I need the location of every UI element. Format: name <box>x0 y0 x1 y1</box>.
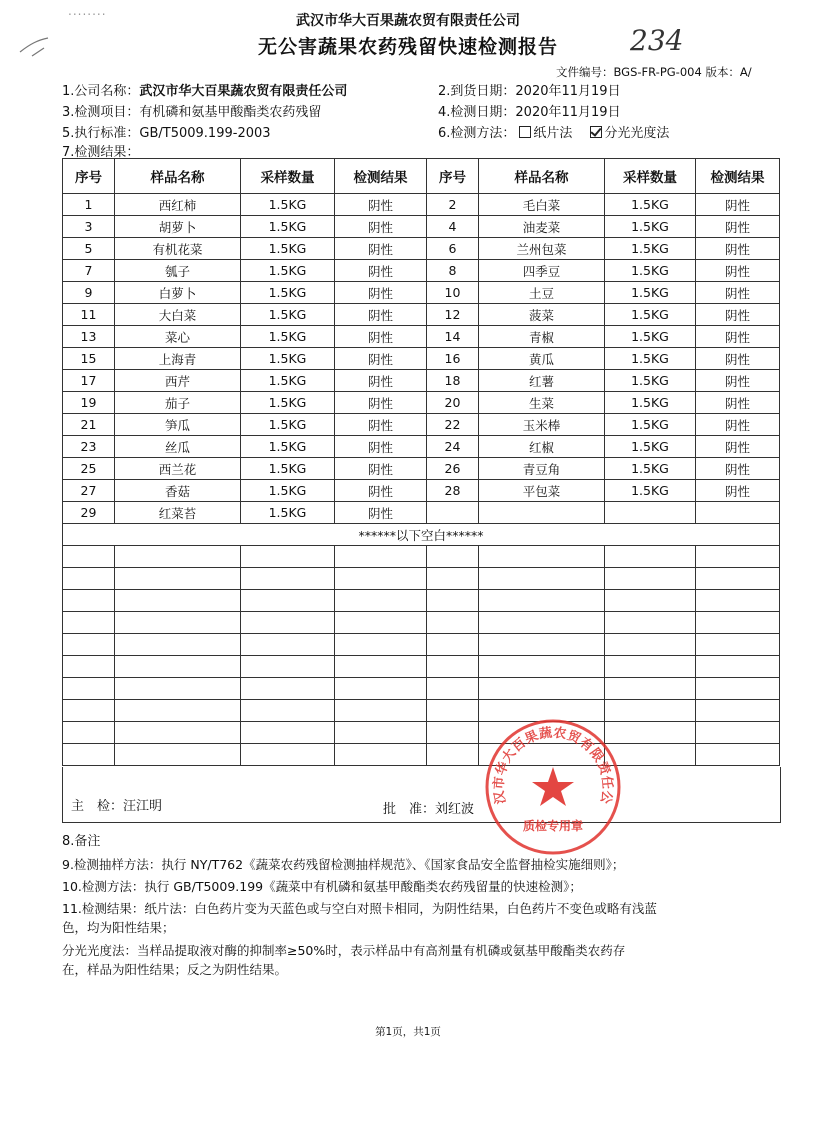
table-cell: 丝瓜 <box>115 436 241 458</box>
empty-cell <box>335 612 427 634</box>
table-cell: 油麦菜 <box>479 216 605 238</box>
inspector-signature: 主 检：汪江明 <box>71 799 163 814</box>
table-cell: 阴性 <box>335 216 427 238</box>
empty-cell <box>115 744 241 766</box>
table-row <box>63 458 780 480</box>
table-cell: 阴性 <box>696 238 780 260</box>
empty-cell <box>696 700 780 722</box>
table-row <box>63 282 780 304</box>
empty-cell <box>427 700 479 722</box>
empty-cell <box>479 678 605 700</box>
table-cell: 茄子 <box>115 392 241 414</box>
table-cell: 阴性 <box>335 436 427 458</box>
empty-cell <box>335 700 427 722</box>
empty-cell <box>241 700 335 722</box>
empty-cell <box>427 546 479 568</box>
svg-text:质检专用章: 质检专用章 <box>522 819 584 833</box>
faint-top-text: ........ <box>68 4 107 18</box>
column-header: 样品名称 <box>115 159 241 194</box>
table-cell: 黄瓜 <box>479 348 605 370</box>
table-cell: 阴性 <box>335 370 427 392</box>
empty-cell <box>696 722 780 744</box>
empty-table-row <box>63 612 780 634</box>
table-cell: 12 <box>427 304 479 326</box>
table-cell: 阴性 <box>335 348 427 370</box>
table-cell: 瓠子 <box>115 260 241 282</box>
empty-cell <box>63 634 115 656</box>
table-cell: 1.5KG <box>605 304 696 326</box>
table-row <box>63 392 780 414</box>
empty-cell <box>696 590 780 612</box>
test-date-field <box>438 101 621 120</box>
empty-cell <box>241 678 335 700</box>
document-number: 文件编号：BGS-FR-PG-004 版本：A/ <box>556 65 752 79</box>
remark-test-method: 10.检测方法：执行 GB/T5009.199《蔬菜中有机磷和氨基甲酸酯类农药残留量的快速检测》； <box>62 879 582 894</box>
spectro-method-label: 分光光度法 <box>604 126 670 141</box>
empty-cell <box>241 568 335 590</box>
empty-cell <box>605 590 696 612</box>
company-title: 武汉市华大百果蔬农贸有限责任公司 <box>296 13 520 29</box>
empty-table-row <box>63 568 780 590</box>
table-cell: 2 <box>427 194 479 216</box>
table-cell: 阴性 <box>335 392 427 414</box>
company-name-field <box>62 80 347 99</box>
table-cell: 菜心 <box>115 326 241 348</box>
table-cell: 香菇 <box>115 480 241 502</box>
column-header: 序号 <box>63 159 115 194</box>
table-cell: 阴性 <box>335 502 427 524</box>
empty-cell <box>241 722 335 744</box>
empty-table-row <box>63 678 780 700</box>
method-field <box>438 122 669 141</box>
test-item-field <box>62 101 321 120</box>
table-cell: 21 <box>63 414 115 436</box>
empty-cell <box>63 656 115 678</box>
empty-cell <box>335 722 427 744</box>
column-header: 样品名称 <box>479 159 605 194</box>
table-cell: 11 <box>63 304 115 326</box>
table-row <box>63 194 780 216</box>
table-cell: 有机花菜 <box>115 238 241 260</box>
test-date-label: 4.检测日期： <box>438 105 516 120</box>
empty-cell <box>335 634 427 656</box>
approver-signature: 批 准：刘红波 <box>383 802 475 817</box>
table-cell: 7 <box>63 260 115 282</box>
table-cell: 西芹 <box>115 370 241 392</box>
empty-cell <box>696 546 780 568</box>
empty-cell <box>241 590 335 612</box>
empty-cell <box>605 656 696 678</box>
table-cell: 14 <box>427 326 479 348</box>
table-cell: 阴性 <box>696 458 780 480</box>
table-cell: 16 <box>427 348 479 370</box>
table-row <box>63 348 780 370</box>
standard-value: GB/T5009.199-2003 <box>139 126 271 141</box>
table-cell: 24 <box>427 436 479 458</box>
table-cell <box>605 502 696 524</box>
remark-result-paper-2: 色，均为阳性结果； <box>62 920 175 935</box>
table-cell: 19 <box>63 392 115 414</box>
empty-cell <box>696 656 780 678</box>
empty-cell <box>479 590 605 612</box>
empty-cell <box>63 568 115 590</box>
table-row <box>63 480 780 502</box>
empty-table-row <box>63 700 780 722</box>
empty-table-row <box>63 656 780 678</box>
table-row <box>63 238 780 260</box>
empty-cell <box>696 744 780 766</box>
table-cell: 阴性 <box>335 414 427 436</box>
table-cell: 1.5KG <box>241 502 335 524</box>
table-cell: 22 <box>427 414 479 436</box>
empty-cell <box>63 612 115 634</box>
table-cell: 阴性 <box>696 194 780 216</box>
empty-cell <box>115 590 241 612</box>
column-header: 采样数量 <box>241 159 335 194</box>
table-cell: 西红柿 <box>115 194 241 216</box>
empty-cell <box>605 678 696 700</box>
arrival-date-value: 2020年11月19日 <box>515 84 621 99</box>
signature-row <box>62 767 781 823</box>
table-cell: 白萝卜 <box>115 282 241 304</box>
empty-cell <box>427 744 479 766</box>
table-cell <box>696 502 780 524</box>
blank-note-row <box>63 524 780 546</box>
table-cell <box>427 502 479 524</box>
table-row <box>63 304 780 326</box>
table-cell: 1.5KG <box>605 392 696 414</box>
results-table <box>62 158 780 766</box>
table-cell: 29 <box>63 502 115 524</box>
table-cell: 9 <box>63 282 115 304</box>
table-cell: 1.5KG <box>605 282 696 304</box>
table-cell: 阴性 <box>696 282 780 304</box>
empty-cell <box>115 678 241 700</box>
empty-cell <box>605 634 696 656</box>
table-cell: 阴性 <box>696 480 780 502</box>
table-cell: 青椒 <box>479 326 605 348</box>
method-label: 6.检测方法： <box>438 126 516 141</box>
table-cell: 18 <box>427 370 479 392</box>
table-cell: 1.5KG <box>241 370 335 392</box>
table-cell: 1.5KG <box>241 282 335 304</box>
paper-method-label: 纸片法 <box>533 126 573 141</box>
empty-cell <box>696 678 780 700</box>
table-cell: 17 <box>63 370 115 392</box>
table-cell: 1.5KG <box>605 194 696 216</box>
table-cell: 阴性 <box>696 370 780 392</box>
empty-cell <box>335 744 427 766</box>
column-header: 检测结果 <box>335 159 427 194</box>
empty-cell <box>115 700 241 722</box>
table-cell <box>479 502 605 524</box>
report-title: 无公害蔬果农药残留快速检测报告 <box>257 36 558 58</box>
table-cell: 阴性 <box>696 260 780 282</box>
table-row <box>63 216 780 238</box>
empty-cell <box>115 546 241 568</box>
table-cell: 大白菜 <box>115 304 241 326</box>
empty-cell <box>63 546 115 568</box>
handwritten-number: 234 <box>630 24 684 57</box>
table-cell: 土豆 <box>479 282 605 304</box>
empty-cell <box>605 612 696 634</box>
table-cell: 23 <box>63 436 115 458</box>
table-cell: 1.5KG <box>605 414 696 436</box>
table-cell: 阴性 <box>696 348 780 370</box>
table-cell: 玉米棒 <box>479 414 605 436</box>
remark-result-spectro-1: 分光光度法：当样品提取液对酶的抑制率≥50%时，表示样品中有高剂量有机磷或氨基甲酸酯类农药存 <box>62 943 626 958</box>
blank-note: ******以下空白****** <box>63 524 780 546</box>
table-cell: 1.5KG <box>605 458 696 480</box>
empty-cell <box>115 656 241 678</box>
table-row <box>63 326 780 348</box>
table-cell: 3 <box>63 216 115 238</box>
table-cell: 阴性 <box>335 194 427 216</box>
table-cell: 1.5KG <box>605 326 696 348</box>
empty-table-row <box>63 744 780 766</box>
table-cell: 1.5KG <box>241 216 335 238</box>
table-cell: 阴性 <box>335 480 427 502</box>
empty-cell <box>335 656 427 678</box>
table-cell: 1.5KG <box>241 348 335 370</box>
table-cell: 红薯 <box>479 370 605 392</box>
table-cell: 红菜苔 <box>115 502 241 524</box>
table-cell: 阴性 <box>696 304 780 326</box>
table-cell: 1.5KG <box>605 480 696 502</box>
empty-cell <box>605 546 696 568</box>
arrival-date-field <box>438 80 621 99</box>
table-cell: 26 <box>427 458 479 480</box>
table-cell: 阴性 <box>335 458 427 480</box>
empty-cell <box>241 744 335 766</box>
empty-cell <box>241 634 335 656</box>
table-row <box>63 414 780 436</box>
empty-cell <box>63 744 115 766</box>
table-cell: 阴性 <box>696 216 780 238</box>
empty-table-row <box>63 722 780 744</box>
table-cell: 阴性 <box>696 392 780 414</box>
table-cell: 生菜 <box>479 392 605 414</box>
empty-cell <box>63 678 115 700</box>
empty-cell <box>115 612 241 634</box>
table-cell: 4 <box>427 216 479 238</box>
empty-cell <box>696 612 780 634</box>
remark-result-spectro-2: 在，样品为阳性结果；反之为阴性结果。 <box>62 962 288 977</box>
table-cell: 8 <box>427 260 479 282</box>
column-header: 序号 <box>427 159 479 194</box>
company-name-label: 1.公司名称： <box>62 84 140 99</box>
empty-cell <box>427 590 479 612</box>
table-cell: 阴性 <box>696 326 780 348</box>
table-row <box>63 436 780 458</box>
table-cell: 四季豆 <box>479 260 605 282</box>
company-name-value: 武汉市华大百果蔬农贸有限责任公司 <box>139 84 348 99</box>
empty-cell <box>63 700 115 722</box>
empty-table-row <box>63 590 780 612</box>
empty-cell <box>335 546 427 568</box>
empty-cell <box>63 722 115 744</box>
table-cell: 1.5KG <box>605 238 696 260</box>
table-cell: 毛白菜 <box>479 194 605 216</box>
table-cell: 1.5KG <box>241 260 335 282</box>
table-cell: 1.5KG <box>241 238 335 260</box>
spectro-method-checkbox[interactable] <box>590 126 602 138</box>
empty-cell <box>427 612 479 634</box>
empty-cell <box>241 612 335 634</box>
paper-method-checkbox[interactable] <box>519 126 531 138</box>
table-cell: 1.5KG <box>605 260 696 282</box>
empty-cell <box>479 546 605 568</box>
page-number: 第1页，共1页 <box>375 1026 441 1038</box>
remark-sampling-method: 9.检测抽样方法：执行 NY/T762《蔬菜农药残留检测抽样规范》、《国家食品安全监督抽检实施细则》； <box>62 857 625 872</box>
empty-cell <box>427 568 479 590</box>
table-cell: 兰州包菜 <box>479 238 605 260</box>
company-seal-stamp <box>478 712 628 862</box>
test-date-value: 2020年11月19日 <box>515 105 621 120</box>
empty-cell <box>479 634 605 656</box>
empty-cell <box>479 568 605 590</box>
table-cell: 1.5KG <box>241 194 335 216</box>
column-header: 采样数量 <box>605 159 696 194</box>
column-header: 检测结果 <box>696 159 780 194</box>
table-cell: 1.5KG <box>241 414 335 436</box>
empty-cell <box>335 590 427 612</box>
empty-cell <box>427 656 479 678</box>
standard-label: 5.执行标准： <box>62 126 140 141</box>
table-cell: 阴性 <box>696 414 780 436</box>
table-cell: 菠菜 <box>479 304 605 326</box>
table-cell: 1.5KG <box>241 392 335 414</box>
table-cell: 1.5KG <box>605 348 696 370</box>
empty-cell <box>63 590 115 612</box>
table-row <box>63 502 780 524</box>
results-label: 7.检测结果： <box>62 145 140 160</box>
table-cell: 笋瓜 <box>115 414 241 436</box>
table-cell: 阴性 <box>335 282 427 304</box>
table-header-row <box>63 159 780 194</box>
table-cell: 1.5KG <box>605 216 696 238</box>
empty-cell <box>115 568 241 590</box>
table-row <box>63 260 780 282</box>
empty-table-row <box>63 546 780 568</box>
table-cell: 阴性 <box>335 304 427 326</box>
empty-cell <box>241 546 335 568</box>
table-cell: 阴性 <box>335 238 427 260</box>
empty-cell <box>335 678 427 700</box>
table-cell: 胡萝卜 <box>115 216 241 238</box>
empty-cell <box>241 656 335 678</box>
table-cell: 1 <box>63 194 115 216</box>
table-cell: 15 <box>63 348 115 370</box>
table-cell: 6 <box>427 238 479 260</box>
standard-field <box>62 122 271 141</box>
test-item-label: 3.检测项目： <box>62 105 140 120</box>
empty-cell <box>479 612 605 634</box>
table-cell: 上海青 <box>115 348 241 370</box>
empty-table-row <box>63 634 780 656</box>
table-cell: 阴性 <box>696 436 780 458</box>
empty-cell <box>479 656 605 678</box>
table-cell: 25 <box>63 458 115 480</box>
table-cell: 阴性 <box>335 260 427 282</box>
table-cell: 1.5KG <box>605 436 696 458</box>
table-cell: 平包菜 <box>479 480 605 502</box>
arrival-date-label: 2.到货日期： <box>438 84 516 99</box>
empty-cell <box>115 722 241 744</box>
table-cell: 青豆角 <box>479 458 605 480</box>
remark-result-paper-1: 11.检测结果：纸片法：白色药片变为天蓝色或与空白对照卡相同，为阴性结果，白色药片不变色或略有浅蓝 <box>62 901 657 916</box>
empty-cell <box>605 568 696 590</box>
empty-cell <box>696 568 780 590</box>
table-cell: 20 <box>427 392 479 414</box>
table-cell: 28 <box>427 480 479 502</box>
remarks-title: 8.备注 <box>62 834 101 849</box>
table-cell: 西兰花 <box>115 458 241 480</box>
test-item-value: 有机磷和氨基甲酸酯类农药残留 <box>139 105 322 120</box>
empty-cell <box>427 678 479 700</box>
table-cell: 1.5KG <box>241 480 335 502</box>
svg-text:武汉市华大百果蔬农贸有限责任公司: 汉市华大百果蔬农贸有限责任公 <box>491 725 615 806</box>
table-row <box>63 370 780 392</box>
table-cell: 13 <box>63 326 115 348</box>
table-cell: 27 <box>63 480 115 502</box>
empty-cell <box>427 722 479 744</box>
empty-cell <box>335 568 427 590</box>
table-cell: 10 <box>427 282 479 304</box>
empty-cell <box>115 634 241 656</box>
table-cell: 5 <box>63 238 115 260</box>
table-cell: 阴性 <box>335 326 427 348</box>
table-cell: 1.5KG <box>241 304 335 326</box>
table-cell: 1.5KG <box>241 326 335 348</box>
empty-cell <box>696 634 780 656</box>
table-cell: 红椒 <box>479 436 605 458</box>
table-cell: 1.5KG <box>241 436 335 458</box>
table-cell: 1.5KG <box>241 458 335 480</box>
empty-cell <box>427 634 479 656</box>
table-cell: 1.5KG <box>605 370 696 392</box>
